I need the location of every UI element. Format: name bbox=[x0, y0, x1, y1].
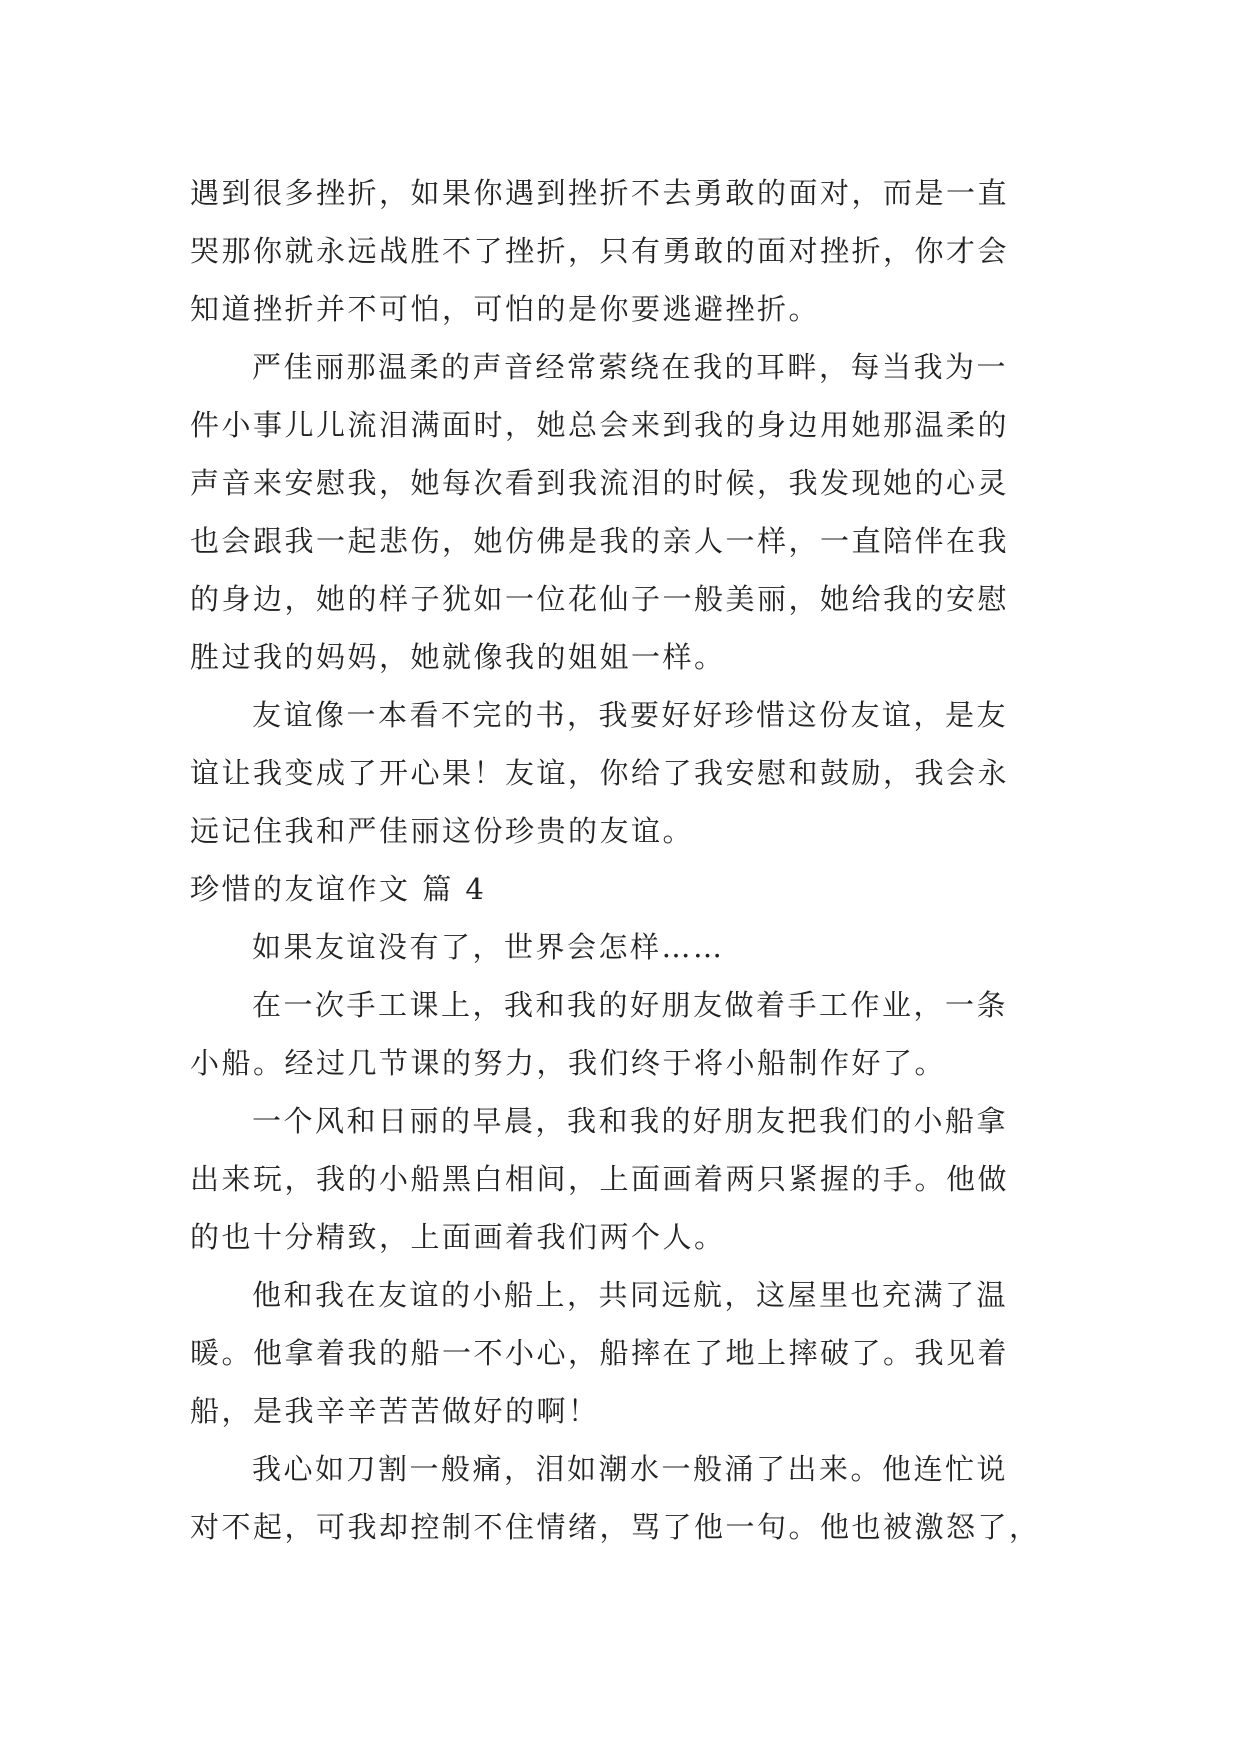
text-line: 在一次手工课上，我和我的好朋友做着手工作业，一条 bbox=[252, 988, 1009, 1022]
text-line: 出来玩，我的小船黑白相间，上面画着两只紧握的手。他做 bbox=[190, 1162, 1010, 1196]
paragraph bbox=[190, 338, 1050, 686]
text-line: 哭那你就永远战胜不了挫折，只有勇敢的面对挫折，你才会 bbox=[190, 234, 1010, 268]
paragraph bbox=[190, 918, 1050, 976]
text-line: 遇到很多挫折，如果你遇到挫折不去勇敢的面对，而是一直 bbox=[190, 176, 1010, 210]
paragraph-continuation bbox=[190, 164, 1050, 338]
text-line: 一个风和日丽的早晨，我和我的好朋友把我们的小船拿 bbox=[252, 1104, 1009, 1138]
text-line: 声音来安慰我，她每次看到我流泪的时候，我发现她的心灵 bbox=[190, 466, 1010, 500]
text-line: 远记住我和严佳丽这份珍贵的友谊。 bbox=[190, 814, 695, 848]
paragraph bbox=[190, 1440, 1050, 1556]
text-line: 的身边，她的样子犹如一位花仙子一般美丽，她给我的安慰 bbox=[190, 582, 1010, 616]
text-line: 友谊像一本看不完的书，我要好好珍惜这份友谊，是友 bbox=[252, 698, 1009, 732]
text-line: 知道挫折并不可怕，可怕的是你要逃避挫折。 bbox=[190, 292, 821, 326]
text-line: 船，是我辛辛苦苦做好的啊！ bbox=[190, 1394, 600, 1428]
text-line: 如果友谊没有了，世界会怎样…… bbox=[252, 930, 725, 964]
text-line: 也会跟我一起悲伤，她仿佛是我的亲人一样，一直陪伴在我 bbox=[190, 524, 1010, 558]
text-line: 谊让我变成了开心果！友谊，你给了我安慰和鼓励，我会永 bbox=[190, 756, 1010, 790]
text-line: 对不起，可我却控制不住情绪，骂了他一句。他也被激怒了， bbox=[190, 1510, 1041, 1544]
paragraph bbox=[190, 976, 1050, 1092]
text-line: 我心如刀割一般痛，泪如潮水一般涌了出来。他连忙说 bbox=[252, 1452, 1009, 1486]
text-line: 他和我在友谊的小船上，共同远航，这屋里也充满了温 bbox=[252, 1278, 1009, 1312]
paragraph bbox=[190, 1266, 1050, 1440]
paragraph bbox=[190, 686, 1050, 860]
text-line: 小船。经过几节课的努力，我们终于将小船制作好了。 bbox=[190, 1046, 947, 1080]
text-line: 的也十分精致，上面画着我们两个人。 bbox=[190, 1220, 726, 1254]
text-line: 严佳丽那温柔的声音经常萦绕在我的耳畔，每当我为一 bbox=[252, 350, 1009, 384]
text-line: 件小事儿儿流泪满面时，她总会来到我的身边用她那温柔的 bbox=[190, 408, 1010, 442]
text-line: 暖。他拿着我的船一不小心，船摔在了地上摔破了。我见着 bbox=[190, 1336, 1010, 1370]
section-title: 珍惜的友谊作文 篇 4 bbox=[190, 872, 487, 906]
document-body bbox=[190, 164, 1050, 1556]
paragraph bbox=[190, 1092, 1050, 1266]
text-line: 胜过我的妈妈，她就像我的姐姐一样。 bbox=[190, 640, 726, 674]
